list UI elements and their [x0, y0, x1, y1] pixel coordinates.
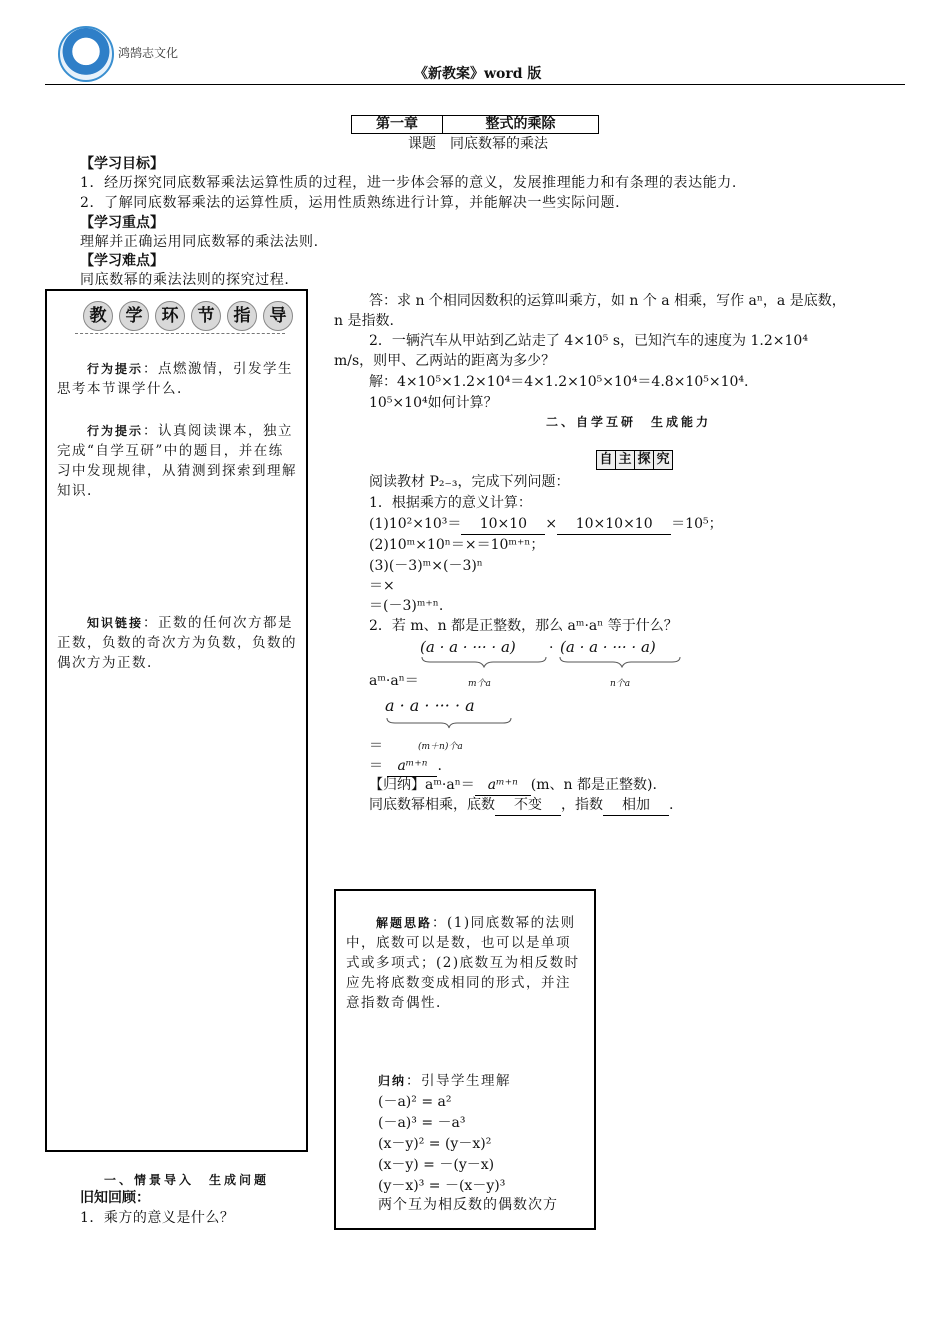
doc-title: 《新教案》word 版 [414, 66, 542, 82]
banner-char: 导 [263, 301, 293, 331]
reading-instruction: 阅读教材 P₂₋₃，完成下列问题： [369, 474, 570, 490]
summary-line [378, 1071, 511, 1091]
badge-char: 自 [597, 451, 616, 469]
review-heading: 旧知回顾： [80, 1190, 150, 1206]
badge-char: 探 [635, 451, 654, 469]
tip-2-tag: 行为提示 [87, 424, 144, 438]
summary-tag: 归纳 [378, 1074, 407, 1088]
am-an-equals: aᵐ·aⁿ＝ [369, 673, 419, 689]
key-heading: 【学习重点】 [80, 215, 164, 231]
calc-3: (3)(－3)ᵐ×(－3)ⁿ [369, 558, 483, 574]
tip-1-text: ：点燃激情，引发学生思考本节课学什么. [57, 361, 294, 397]
rule-exponent-blank: 相加 [603, 796, 669, 816]
tip-2-text: ：认真阅读课本，独立完成“自学互研”中的题目，并在练习中发现规律，从猜测到探索到理解知识. [57, 423, 297, 499]
equals-sign: ＝ [369, 738, 383, 754]
rule-blank: aᵐ⁺ⁿ [475, 776, 531, 796]
header-rule [45, 84, 905, 85]
calc-1 [369, 515, 723, 535]
goal-item: 1．经历探究同底数幂乘法运算性质的过程，进一步体会幂的意义，发展推理能力和有条理的表达能力. [80, 175, 737, 191]
mn-count-label: (m＋n)个a [418, 742, 463, 752]
rule-2-end: . [669, 797, 674, 813]
problem-1: 1．根据乘方的意义计算： [369, 495, 532, 511]
equals-result [369, 757, 442, 777]
banner-char: 学 [119, 301, 149, 331]
badge-char: 主 [616, 451, 635, 469]
section-1-heading: 一、情景导入 生成问题 [104, 1173, 270, 1187]
tip-1-tag: 行为提示 [87, 362, 144, 376]
logo-glyph: 6 [74, 35, 91, 68]
m-factor-product: (a · a · ··· · a) [420, 638, 516, 656]
guide-banner [83, 301, 293, 331]
key-text: 理解并正确运用同底数幂的乘法法则. [80, 234, 319, 250]
knowledge-link [57, 613, 297, 673]
rule-prefix: 【归纳】aᵐ·aⁿ＝ [369, 777, 475, 793]
banner-divider [75, 333, 285, 334]
banner-char: 节 [191, 301, 221, 331]
solution-hint-text: ：(1)同底数幂的法则中，底数可以是数，也可以是单项式或多项式；(2)底数互为相反数时应先将底数变成相同的形式，并注意指数奇偶性. [346, 915, 580, 1011]
logo [58, 26, 114, 82]
banner-char: 指 [227, 301, 257, 331]
calc-1-prefix: (1)10²×10³＝ [369, 516, 462, 532]
calc-1-times: × [545, 516, 558, 532]
formula: (x－y) = －(y－x) [378, 1157, 495, 1173]
solution-hint-tag: 解题思路 [376, 916, 433, 930]
hint-box [334, 889, 596, 1230]
summary-text: ：引导学生理解 [406, 1073, 512, 1089]
underbrace-mn [385, 717, 513, 729]
guide-sidebar [45, 289, 308, 1152]
banner-char: 环 [155, 301, 185, 331]
lesson-title: 课题 同底数幂的乘法 [408, 136, 548, 152]
chapter-box [351, 115, 599, 134]
chapter-name: 整式的乘除 [485, 116, 556, 132]
tip-1 [57, 359, 297, 399]
banner-char: 教 [83, 301, 113, 331]
difficulty-heading: 【学习难点】 [80, 253, 164, 269]
knowledge-link-tag: 知识链接 [87, 616, 144, 630]
formula: (x－y)² = (y－x)² [378, 1136, 492, 1152]
solution-hint [346, 913, 584, 1013]
knowledge-link-text: ：正数的任何次方都是正数，负数的奇次方为负数，负数的偶次方为正数. [57, 615, 297, 671]
self-explore-badge [596, 450, 673, 470]
summary-last: 两个互为相反数的偶数次方 [378, 1197, 558, 1213]
calc-3-step: ＝× [369, 578, 395, 594]
formula: (－a)² = a² [378, 1094, 452, 1110]
answer-line: n 是指数. [334, 313, 394, 329]
m-count-label: m个a [468, 679, 491, 689]
badge-char: 究 [654, 451, 672, 469]
formula: (y－x)³ = －(x－y)³ [378, 1178, 506, 1194]
rule-suffix: (m、n 都是正整数). [530, 777, 657, 793]
calc-1-blank-1: 10×10 [461, 515, 545, 535]
calc-1-blank-2: 10×10×10 [557, 515, 671, 535]
tip-2 [57, 421, 297, 501]
rule-base-blank: 不变 [495, 796, 561, 816]
chapter-label: 第一章 [352, 116, 443, 133]
formula-list [378, 1092, 505, 1197]
question-2: m/s，则甲、乙两站的距离为多少？ [334, 353, 556, 369]
n-count-label: n个a [610, 679, 631, 689]
solution: 解：4×10⁵×1.2×10⁴＝4×1.2×10⁵×10⁴＝4.8×10⁵×10⁴. [369, 374, 749, 390]
problem-2: 2．若 m、n 都是正整数，那么 aᵐ·aⁿ 等于什么？ [369, 618, 678, 634]
product-dot: · [549, 640, 554, 656]
mn-factor-product: a · a · ··· · a [385, 696, 475, 715]
section-2-heading: 二、自学互研 生成能力 [546, 415, 712, 429]
review-question: 1．乘方的意义是什么？ [80, 1210, 235, 1226]
goal-item: 2．了解同底数幂乘法的运算性质，运用性质熟练进行计算，并能解决一些实际问题. [80, 195, 621, 211]
calc-3-result: ＝(－3)ᵐ⁺ⁿ. [369, 598, 444, 614]
rule-statement [369, 796, 673, 816]
rule-2-prefix: 同底数幂相乘，底数 [369, 797, 495, 813]
calc-1-suffix: ＝10⁵； [671, 516, 723, 532]
rule-summary [369, 776, 657, 796]
formula: (－a)³ = －a³ [378, 1115, 466, 1131]
calc-2: (2)10ᵐ×10ⁿ＝×＝10ᵐ⁺ⁿ； [369, 537, 545, 553]
goals-heading: 【学习目标】 [80, 156, 164, 172]
brand-name: 鸿鹄志文化 [118, 46, 179, 60]
result-blank: aᵐ⁺ⁿ [387, 757, 437, 777]
difficulty-text: 同底数幂的乘法法则的探究过程. [80, 272, 290, 288]
rule-2-mid: ，指数 [561, 797, 603, 813]
answer-line: 答：求 n 个相同因数积的运算叫乘方，如 n 个 a 相乘，写作 aⁿ，a 是底数， [369, 293, 846, 309]
underbraces [420, 656, 682, 668]
question-2: 2．一辆汽车从甲站到乙站走了 4×10⁵ s，已知汽车的速度为 1.2×10⁴ [369, 333, 808, 349]
result-end: . [437, 758, 442, 774]
equals-sign: ＝ [369, 758, 383, 774]
n-factor-product: (a · a · ··· · a) [560, 638, 656, 656]
how-question: 10⁵×10⁴如何计算？ [369, 395, 498, 411]
